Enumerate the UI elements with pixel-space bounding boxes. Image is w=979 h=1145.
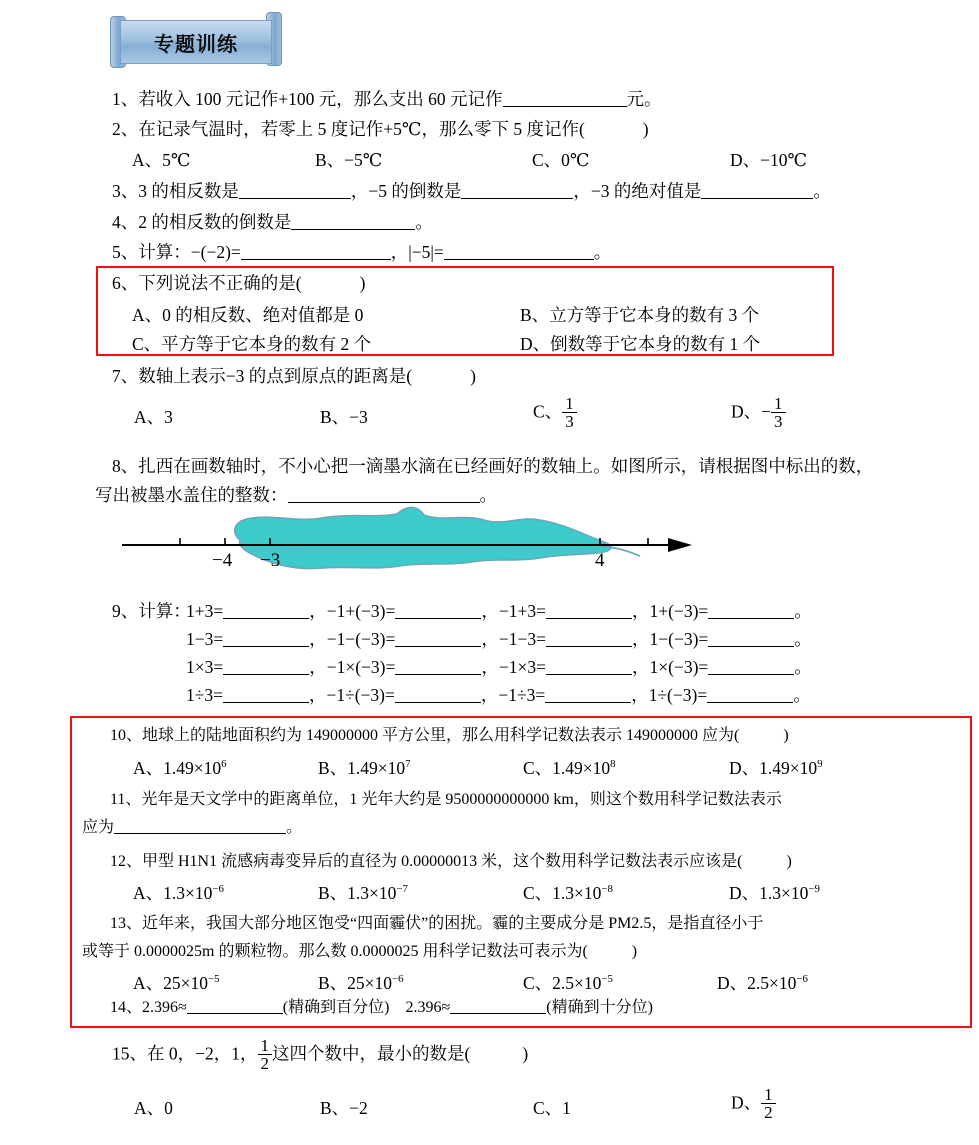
q15-option-d-denominator: 2	[761, 1103, 776, 1121]
q15-fraction-denominator: 2	[258, 1054, 273, 1072]
q13-option-b-exponent: −6	[392, 973, 404, 986]
q7-option-c-numerator: 1	[565, 394, 574, 413]
q12-option-a[interactable]	[133, 880, 224, 905]
question-8-line1	[112, 455, 873, 477]
q7-option-d-numerator: 1	[774, 394, 783, 413]
q7-option-c-fraction	[562, 395, 577, 430]
q9-r4-c4-blank[interactable]	[707, 702, 793, 703]
number-line-svg	[112, 500, 712, 595]
q15-option-d[interactable]	[731, 1087, 776, 1122]
q9-r1-c3-expr: −1+3=	[498, 601, 546, 621]
q2-option-d-label: D、−10℃	[730, 150, 808, 170]
q13-option-d[interactable]	[717, 970, 808, 995]
banner-title-text: 专题训练	[154, 31, 238, 56]
q9-sep: ，	[481, 629, 499, 649]
q9-sep: ，	[632, 629, 650, 649]
q9-sep: ，	[481, 657, 499, 677]
q12-option-d-label: D、1.3×10	[729, 883, 809, 903]
q9-sep: ，	[308, 685, 327, 705]
q13-option-d-label: D、2.5×10	[717, 973, 797, 993]
q9-r2-c2-expr: −1−(−3)=	[326, 629, 396, 649]
q9-r2-c3-blank[interactable]	[546, 646, 632, 647]
q7-option-b[interactable]	[320, 404, 368, 429]
q9-end: 。	[794, 657, 812, 677]
q15-option-a-label: A、0	[134, 1098, 173, 1118]
question-13-line2	[82, 942, 637, 962]
q6-option-b-label: B、立方等于它本身的数有 3 个	[520, 305, 760, 325]
number-line-figure	[112, 500, 712, 595]
q14-part-a: 14、2.396≈	[110, 999, 187, 1016]
q11-blank[interactable]	[114, 833, 286, 834]
q7-option-a[interactable]	[134, 404, 173, 429]
question-12	[110, 852, 792, 872]
q2-option-d[interactable]	[730, 147, 807, 172]
q9-r2-c4-blank[interactable]	[708, 646, 794, 647]
q7-option-c-label: C、	[533, 401, 563, 422]
q13-option-a[interactable]	[133, 970, 220, 995]
q9-r4-c1-blank[interactable]	[223, 702, 309, 703]
q13-line2-text: 或等于 0.0000025m 的颗粒物。那么数 0.0000025 用科学记数法可表示为(	[82, 943, 588, 960]
q9-r3-c4-blank[interactable]	[708, 674, 794, 675]
q10-option-b[interactable]	[318, 755, 411, 780]
ink-blot-shape	[235, 507, 611, 568]
q12-option-a-label: A、1.3×10	[133, 883, 213, 903]
q13-option-c[interactable]	[523, 970, 613, 995]
question-11-line1	[110, 790, 782, 810]
q12-option-c-exponent: −8	[601, 883, 613, 896]
q7-option-c-denominator: 3	[562, 412, 577, 430]
q13-option-b[interactable]	[318, 970, 404, 995]
q9-r4-c1-expr: 1÷3=	[186, 685, 223, 705]
question-14	[110, 998, 653, 1018]
q4-text: 4、2 的相反数的倒数是	[112, 212, 292, 232]
q9-r4-c2-expr: −1÷(−3)=	[326, 685, 395, 705]
q2-option-a-label: A、5℃	[132, 150, 191, 170]
question-4	[112, 211, 433, 233]
q7-option-a-label: A、3	[134, 407, 173, 427]
q9-r4-c4-expr: 1÷(−3)=	[648, 685, 708, 705]
q9-sep: ，	[631, 685, 649, 705]
q5-blank-2[interactable]	[444, 259, 594, 260]
q3-blank-1[interactable]	[239, 198, 351, 199]
question-2	[112, 118, 649, 140]
q9-r1-c3-blank[interactable]	[546, 618, 632, 619]
q6-close-paren: )	[359, 273, 366, 293]
banner-body	[120, 20, 272, 64]
q6-option-b[interactable]	[520, 302, 759, 327]
q9-sep: ，	[632, 657, 650, 677]
q10-option-a[interactable]	[133, 755, 227, 780]
q9-end: 。	[793, 685, 811, 705]
q9-end: 。	[794, 601, 812, 621]
q9-label-text: 9、计算：	[112, 601, 191, 621]
number-line-label-4: 4	[595, 550, 605, 571]
q2-option-c-label: C、0℃	[532, 150, 590, 170]
q9-r3-c1-expr: 1×3=	[186, 657, 224, 677]
q11-end: 。	[286, 819, 303, 836]
q12-text: 12、甲型 H1N1 流感病毒变异后的直径为 0.00000013 米，这个数用科学记数法表示应该是(	[110, 853, 743, 870]
q5-end: 。	[593, 242, 612, 262]
q1-tail: 元。	[626, 89, 662, 109]
q4-end: 。	[415, 212, 433, 232]
q12-close-paren: )	[786, 853, 792, 870]
q6-option-a-label: A、0 的相反数、绝对值都是 0	[132, 305, 364, 325]
q3-part-a: 3、3 的相反数是	[112, 181, 239, 201]
q9-sep: ，	[481, 601, 499, 621]
q8-line2-text: 写出被墨水盖住的整数：	[95, 485, 288, 505]
q13-option-a-exponent: −5	[208, 973, 220, 986]
q9-r1-c4-blank[interactable]	[708, 618, 794, 619]
q9-sep: ，	[480, 685, 499, 705]
q3-end: 。	[813, 181, 831, 201]
q6-option-a[interactable]	[132, 302, 363, 327]
q9-r3-c3-expr: −1×3=	[498, 657, 546, 677]
q2-close-paren: )	[642, 119, 649, 139]
q13-option-d-exponent: −6	[796, 973, 808, 986]
q3-blank-2[interactable]	[461, 198, 573, 199]
q9-r2-c3-expr: −1−3=	[498, 629, 546, 649]
q9-r4-c3-blank[interactable]	[545, 702, 631, 703]
question-10	[110, 726, 789, 746]
q15-fraction-numerator: 1	[260, 1036, 269, 1055]
q1-text: 1、若收入 100 元记作+100 元，那么支出 60 元记作	[112, 89, 503, 109]
q12-option-c[interactable]	[523, 880, 613, 905]
q15-option-b[interactable]	[320, 1095, 368, 1120]
q15-option-c[interactable]	[533, 1095, 571, 1120]
q6-option-c[interactable]	[132, 331, 371, 356]
q14-blank-1[interactable]	[187, 1013, 283, 1014]
q12-option-a-exponent: −6	[212, 883, 224, 896]
q15-option-c-label: C、1	[533, 1098, 571, 1118]
q14-part-c: 2.396≈	[405, 999, 451, 1016]
q15-pre-text: 15、在 0，−2，1，	[112, 1043, 258, 1064]
q13-option-b-label: B、25×10	[318, 973, 393, 993]
q5-blank-1[interactable]	[241, 259, 391, 260]
q10-option-a-label: A、1.49×10	[133, 758, 222, 778]
number-line-label-neg3: −3	[260, 550, 281, 571]
q10-option-d-exponent: 9	[817, 758, 823, 771]
q5-part-a: 5、计算：−(−2)=	[112, 242, 241, 262]
q13-option-c-label: C、2.5×10	[523, 973, 602, 993]
q15-fraction	[258, 1037, 273, 1072]
q9-sep: ，	[632, 601, 650, 621]
q14-part-b: (精确到百分位)	[282, 999, 390, 1016]
q12-option-b-label: B、1.3×10	[318, 883, 397, 903]
q9-end: 。	[794, 629, 812, 649]
q12-option-c-label: C、1.3×10	[523, 883, 602, 903]
question-7	[112, 365, 476, 387]
q9-r3-c4-expr: 1×(−3)=	[649, 657, 709, 677]
q10-close-paren: )	[783, 727, 789, 744]
q6-text: 6、下列说法不正确的是(	[112, 273, 302, 293]
q15-option-d-numerator: 1	[764, 1085, 773, 1104]
q7-option-d-fraction	[771, 395, 786, 430]
q12-option-b-exponent: −7	[396, 883, 408, 896]
q10-option-c-exponent: 8	[610, 758, 616, 771]
q11-line1-text: 11、光年是天文学中的距离单位，1 光年大约是 9500000000000 km，则这个数用科学记数法表示	[110, 791, 782, 808]
q7-text: 7、数轴上表示−3 的点到原点的距离是(	[112, 366, 413, 386]
q9-r1-c1-expr: 1+3=	[186, 601, 224, 621]
q3-blank-3[interactable]	[701, 198, 813, 199]
q2-option-a[interactable]	[132, 147, 190, 172]
q10-option-d[interactable]	[729, 755, 823, 780]
q15-option-a[interactable]	[134, 1095, 173, 1120]
number-line-arrow-icon	[668, 538, 692, 552]
q12-option-d[interactable]	[729, 880, 820, 905]
q9-r2-c4-expr: 1−(−3)=	[649, 629, 709, 649]
q10-option-b-exponent: 7	[405, 758, 411, 771]
q13-option-c-exponent: −5	[601, 973, 613, 986]
q9-r1-c2-expr: −1+(−3)=	[326, 601, 396, 621]
q7-option-d[interactable]	[731, 396, 786, 431]
q15-option-b-label: B、−2	[320, 1098, 368, 1118]
q3-part-c: ，−3 的绝对值是	[573, 181, 702, 201]
q13-close-paren: )	[631, 943, 638, 960]
q7-option-b-label: B、−3	[320, 407, 368, 427]
question-13-line1	[110, 914, 763, 934]
q7-option-d-denominator: 3	[771, 412, 786, 430]
q2-option-b-label: B、−5℃	[315, 150, 383, 170]
q13-line1-text: 13、近年来，我国大部分地区饱受“四面霾伏”的困扰。霾的主要成分是 PM2.5，是指直径小于	[110, 915, 764, 932]
q9-r1-c4-expr: 1+(−3)=	[649, 601, 709, 621]
q13-option-a-label: A、25×10	[133, 973, 209, 993]
q9-r3-c3-blank[interactable]	[546, 674, 632, 675]
q9-r3-c2-blank[interactable]	[395, 674, 481, 675]
question-11-line2	[82, 818, 302, 838]
question-9-row-3	[186, 656, 812, 678]
q9-r2-c2-blank[interactable]	[395, 646, 481, 647]
q9-r2-c1-expr: 1−3=	[186, 629, 224, 649]
q10-option-c[interactable]	[523, 755, 616, 780]
q8-end: 。	[479, 485, 497, 505]
q12-option-b[interactable]	[318, 880, 408, 905]
q2-text: 2、在记录气温时，若零上 5 度记作+5℃，那么零下 5 度记作(	[112, 119, 585, 139]
question-9-row-4	[186, 684, 811, 706]
q3-part-b: ，−5 的倒数是	[350, 181, 462, 201]
q5-part-b: ，|−5|=	[390, 242, 444, 262]
q15-option-d-fraction	[761, 1086, 776, 1121]
q7-option-d-label: D、−	[731, 401, 772, 422]
q14-part-d: (精确到十分位)	[546, 999, 653, 1016]
q9-sep: ，	[309, 601, 327, 621]
q15-close-paren: )	[522, 1043, 529, 1064]
q14-blank-2[interactable]	[450, 1013, 546, 1014]
q10-option-b-label: B、1.49×10	[318, 758, 406, 778]
q6-option-c-label: C、平方等于它本身的数有 2 个	[132, 334, 372, 354]
q9-r3-c1-blank[interactable]	[223, 674, 309, 675]
q11-line2-text: 应为	[82, 819, 115, 836]
q15-post-text: 这四个数中，最小的数是(	[272, 1043, 471, 1064]
q15-option-d-label: D、	[731, 1092, 762, 1113]
q9-r4-c2-blank[interactable]	[395, 702, 481, 703]
q2-option-c[interactable]	[532, 147, 590, 172]
q9-r2-c1-blank[interactable]	[223, 646, 309, 647]
q1-blank[interactable]	[503, 106, 627, 107]
q9-sep: ，	[309, 657, 327, 677]
number-line-label-neg4: −4	[212, 550, 233, 571]
q9-sep: ，	[309, 629, 327, 649]
q9-r1-c1-blank[interactable]	[223, 618, 309, 619]
q6-option-d[interactable]	[520, 331, 760, 356]
q7-close-paren: )	[470, 366, 476, 386]
q4-blank[interactable]	[291, 229, 415, 230]
q9-r4-c3-expr: −1÷3=	[498, 685, 546, 705]
q10-option-d-label: D、1.49×10	[729, 758, 818, 778]
question-6	[112, 272, 365, 294]
question-9-label	[112, 600, 191, 622]
q10-option-a-exponent: 6	[221, 758, 227, 771]
question-15	[112, 1038, 528, 1073]
q10-text: 10、地球上的陆地面积约为 149000000 平方公里，那么用科学记数法表示 149000000 应为(	[110, 727, 740, 744]
q8-line1-text: 8、扎西在画数轴时，不小心把一滴墨水滴在已经画好的数轴上。如图所示，请根据图中标出的数，	[112, 456, 874, 476]
title-banner	[110, 12, 282, 70]
question-3	[112, 180, 831, 202]
q9-r1-c2-blank[interactable]	[395, 618, 481, 619]
q10-option-c-label: C、1.49×10	[523, 758, 611, 778]
q2-option-b[interactable]	[315, 147, 382, 172]
q7-option-c[interactable]	[533, 396, 577, 431]
question-9-row-1	[186, 600, 812, 622]
q12-option-d-exponent: −9	[808, 883, 820, 896]
q6-option-d-label: D、倒数等于它本身的数有 1 个	[520, 334, 761, 354]
question-1	[112, 88, 662, 110]
question-9-row-2	[186, 628, 812, 650]
question-5	[112, 241, 611, 263]
q9-r3-c2-expr: −1×(−3)=	[326, 657, 396, 677]
